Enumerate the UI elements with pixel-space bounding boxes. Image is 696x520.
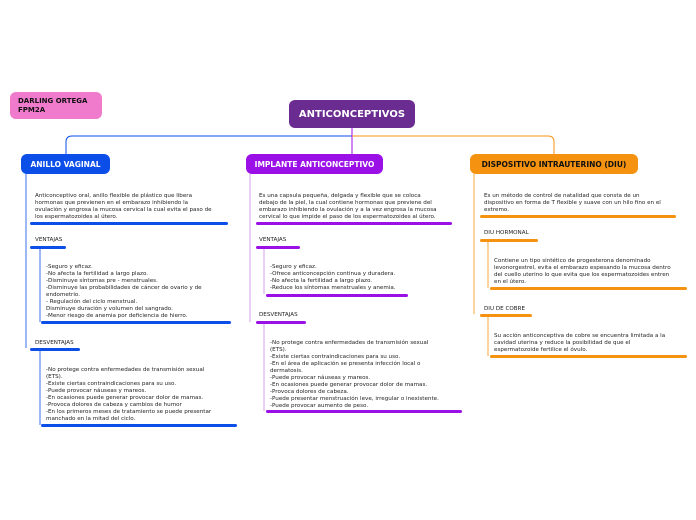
anillo-description: Anticonceptivo oral, anillo flexible de plástico que libera hormonas que previenen en el embarazo inhibiendo la ovulación y engrosa la mucosa cervical la cual evita el paso de los espermatozoides al útero. (35, 193, 212, 220)
anillo-ventajas-label: VENTAJAS (35, 237, 63, 243)
implante-desventajas-text-underline (266, 410, 462, 413)
root-topic[interactable] (289, 100, 415, 128)
implante-desventajas-underline (256, 321, 306, 324)
branch-title: IMPLANTE ANTICONCEPTIVO (254, 159, 375, 169)
connector-root-to-anillo (66, 128, 352, 155)
diu-hormonal-label: DIU HORMONAL (484, 230, 529, 236)
anillo-ventajas-text: -Seguro y eficaz. -No afecta la fertilidad a largo plazo. -Disminuye síntomas pre - menstruales. -Disminuye las probabilidades de cáncer de ovario y de endometrio. - Regulación del ciclo menstrual. Disminuye duración y volumen del sangrado. -Menor riesgo de anemia por deficiencia de hierro. (46, 264, 202, 319)
connector-root-to-diu (352, 136, 554, 155)
diu-description: Es un método de control de natalidad que consta de un dispositivo en forma de T flexible y suave con un hilo fino en el extremo. (484, 193, 661, 213)
branch-implante-anticonceptivo[interactable] (246, 154, 383, 174)
anillo-desventajas-text: -No protege contra enfermedades de transmisión sexual (ETS). -Existe ciertas contraindicaciones para su uso. -Puede provocar náuseas y mareos. -En ocasiones puede generar provocar dolor de mamas. -Provoca dolores de cabeza y cambios de humor -En los primeros meses de tratamiento se puede presentar manchado en la mitad del ciclo. (46, 367, 212, 422)
branch-anillo-vaginal[interactable] (21, 154, 110, 174)
branch-title: ANILLO VAGINAL (30, 159, 101, 169)
implante-ventajas-underline (256, 246, 300, 249)
author-tag[interactable] (10, 92, 102, 119)
branch-title: DISPOSITIVO INTRAUTERINO (DIU) (481, 159, 627, 169)
implante-description: Es una capsula pequeña, delgada y flexible que se coloca debajo de la piel, la cual contiene hormonas que previene del embarazo inhibiendo la ovulación y a la vez engrosa la mucosa cervical lo que impide el paso de los espermatozoides al útero. (259, 193, 437, 220)
author-name: DARLING ORTEGA FPM2A (18, 96, 88, 114)
anillo-ventajas-text-underline (41, 321, 231, 324)
diu-hormonal-underline (480, 239, 538, 242)
implante-ventajas-text: -Seguro y eficaz. -Ofrece anticoncepción continua y duradera. -No afecta la fertilidad a largo plazo. -Reduce los síntomas menstruales y anemia. (270, 264, 396, 291)
anillo-desventajas-label: DESVENTAJAS (35, 340, 74, 346)
implante-desventajas-text: -No protege contra enfermedades de transmisión sexual (ETS). -Existe ciertas contraindicaciones para su uso. -En el área de aplicación se presenta infección local o dermatosis. -Puede provocar náuseas y mareos. -En ocasiones puede generar provocar dolor de mamas. -Provoca dolores de cabeza. -Puede presentar menstruación leve, irregular o inexistente. -Puede provocar aumento de peso. (270, 340, 439, 409)
diu-cobre-label: DIU DE COBRE (484, 306, 526, 312)
implante-ventajas-label: VENTAJAS (259, 237, 287, 243)
anillo-ventajas-underline (30, 246, 66, 249)
diu-hormonal-text-underline (490, 287, 687, 290)
diu-cobre-text-underline (490, 355, 687, 358)
diu-description-underline (480, 215, 676, 218)
implante-description-underline (256, 222, 452, 225)
branch-dispositivo-intrauterino[interactable] (470, 154, 638, 174)
implante-desventajas-label: DESVENTAJAS (259, 312, 298, 318)
anillo-description-underline (30, 222, 228, 225)
anillo-desventajas-text-underline (41, 424, 237, 427)
implante-ventajas-text-underline (266, 294, 408, 297)
diu-cobre-underline (480, 314, 532, 317)
anillo-desventajas-underline (30, 348, 80, 351)
diu-hormonal-text: Contiene un tipo sintético de progesterona denominado levonorgestrel, evita el embarazo espesando la mucosa dentro del cuello uterino lo que evita que los espermatozoides entren en el útero. (494, 258, 671, 285)
diu-cobre-text: Su acción anticonceptiva de cobre se encuentra limitada a la cavidad uterina y reduce la posibilidad de que el espermatozoide fertilice el óvulo. (494, 333, 666, 353)
root-title: ANTICONCEPTIVOS (298, 108, 406, 120)
